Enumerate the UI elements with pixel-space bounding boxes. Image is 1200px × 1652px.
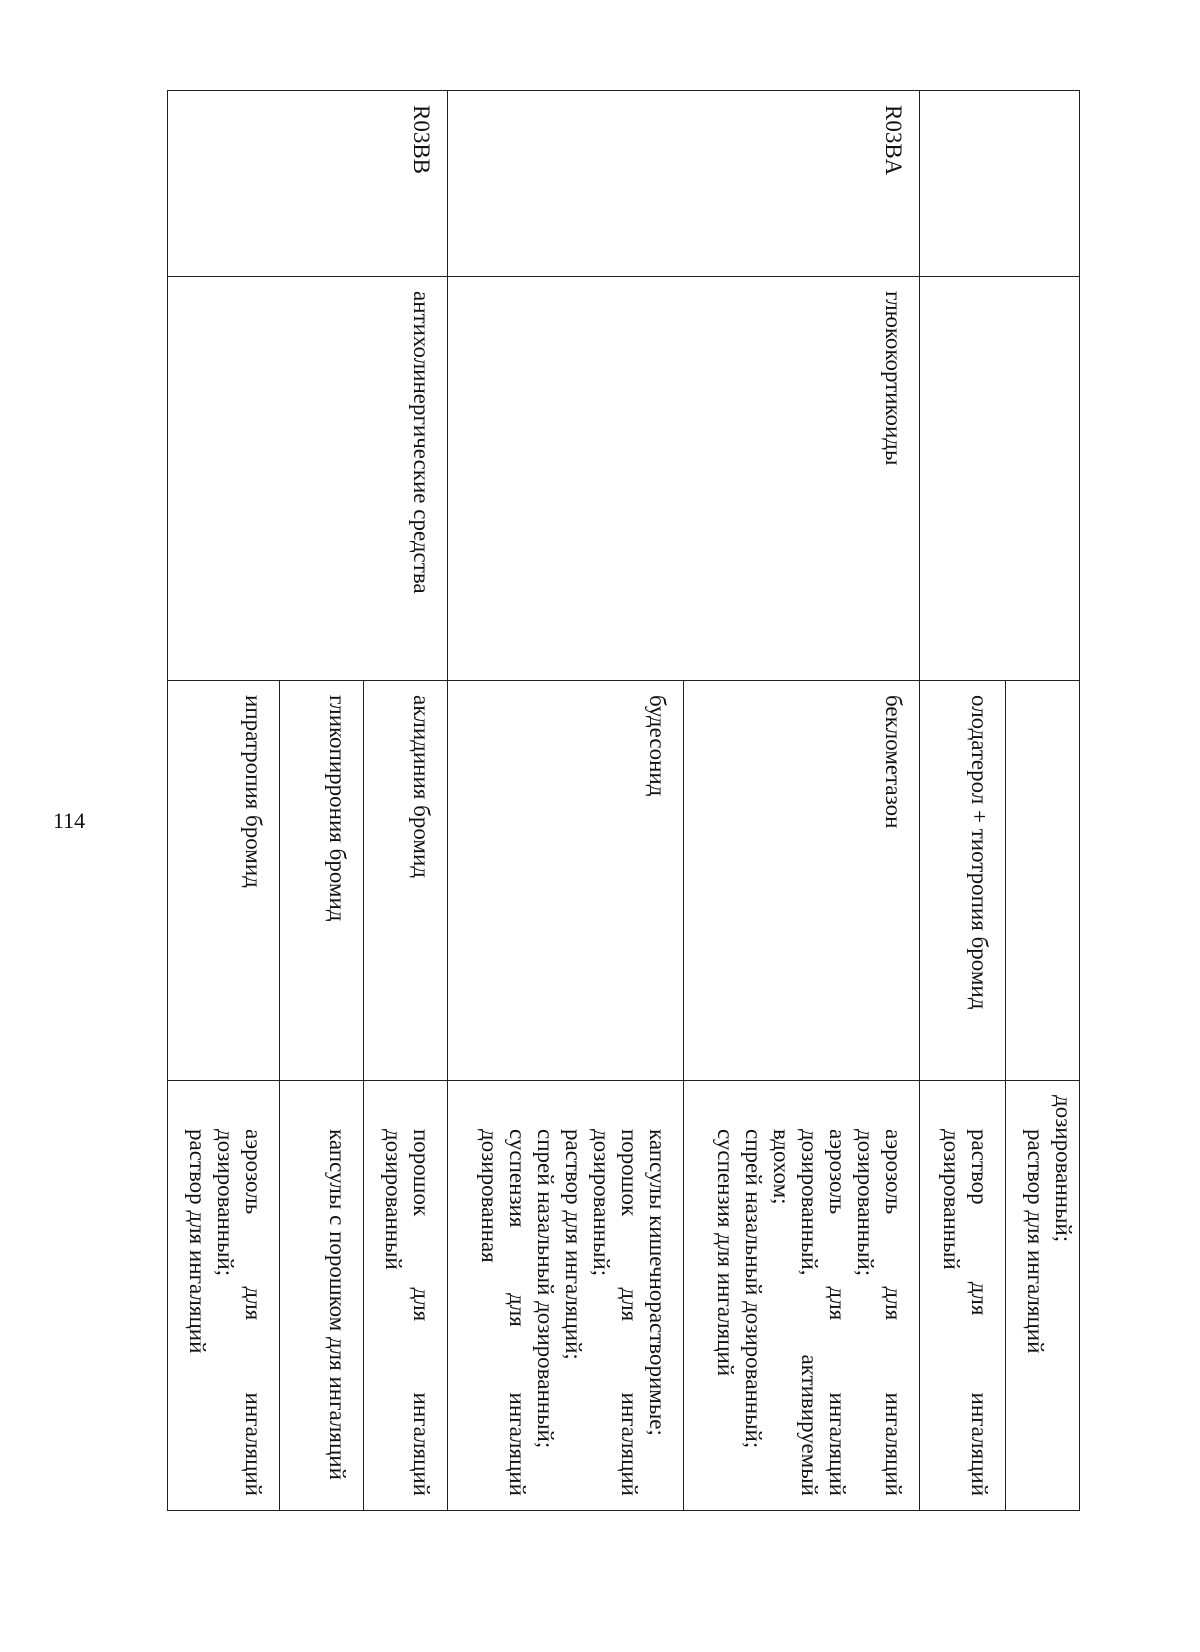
drug-cell: беклометазон (684, 681, 920, 1081)
form-line: раствор для ингаляций (185, 1129, 210, 1354)
table-row (364, 91, 448, 1511)
dosage-forms-cell (1006, 1081, 1080, 1511)
medication-table (167, 90, 1080, 1511)
form-line: суспензия для ингаляций дозированная (477, 1129, 530, 1496)
drug-cell: аклидиния бромид (364, 681, 448, 1081)
dosage-forms-cell (364, 1081, 448, 1511)
form-line: порошок для ингаляций дозированный (381, 1129, 434, 1496)
dosage-forms-cell (168, 1081, 280, 1511)
form-line: спрей назальный дозированный; (533, 1129, 558, 1449)
drug-cell: олодатерол + тиотропия бромид (920, 681, 1006, 1081)
form-line: раствор для ингаляций; (561, 1129, 586, 1360)
drug-cell: гликопиррония бромид (280, 681, 364, 1081)
form-line: капсулы с порошком для ингаляций (325, 1129, 350, 1480)
table-row (684, 91, 920, 1511)
form-line: дозированный; (1051, 1095, 1076, 1243)
dosage-forms-cell (920, 1081, 1006, 1511)
atc-code-cell: R03BB (168, 91, 448, 277)
page-number: 114 (53, 808, 86, 833)
form-line: аэрозоль для ингаляций дозированный; (853, 1129, 906, 1496)
form-line: капсулы кишечнорастворимые; (645, 1129, 670, 1436)
form-line: аэрозоль для ингаляций дозированный, активируемый вдохом; (769, 1129, 850, 1496)
form-line: порошок для ингаляций дозированный; (589, 1129, 642, 1496)
dosage-forms-cell (684, 1081, 920, 1511)
group-cell: антихолинергические средства (168, 277, 448, 681)
form-line: раствор для ингаляций дозированный (939, 1129, 992, 1496)
group-cell (920, 277, 1080, 681)
group-cell: глюкокортикоиды (448, 277, 920, 681)
atc-code-cell (920, 91, 1080, 277)
dosage-forms-cell (448, 1081, 684, 1511)
table-row (1006, 91, 1080, 1511)
drug-cell (1006, 681, 1080, 1081)
form-line: суспензия для ингаляций (713, 1129, 738, 1377)
form-line: аэрозоль для ингаляций дозированный; (213, 1129, 266, 1496)
form-line: раствор для ингаляций (1023, 1129, 1048, 1354)
drug-cell: ипратропия бромид (168, 681, 280, 1081)
atc-code-cell: R03BA (448, 91, 920, 277)
drug-cell: будесонид (448, 681, 684, 1081)
form-line: спрей назальный дозированный; (741, 1129, 766, 1449)
dosage-forms-cell (280, 1081, 364, 1511)
